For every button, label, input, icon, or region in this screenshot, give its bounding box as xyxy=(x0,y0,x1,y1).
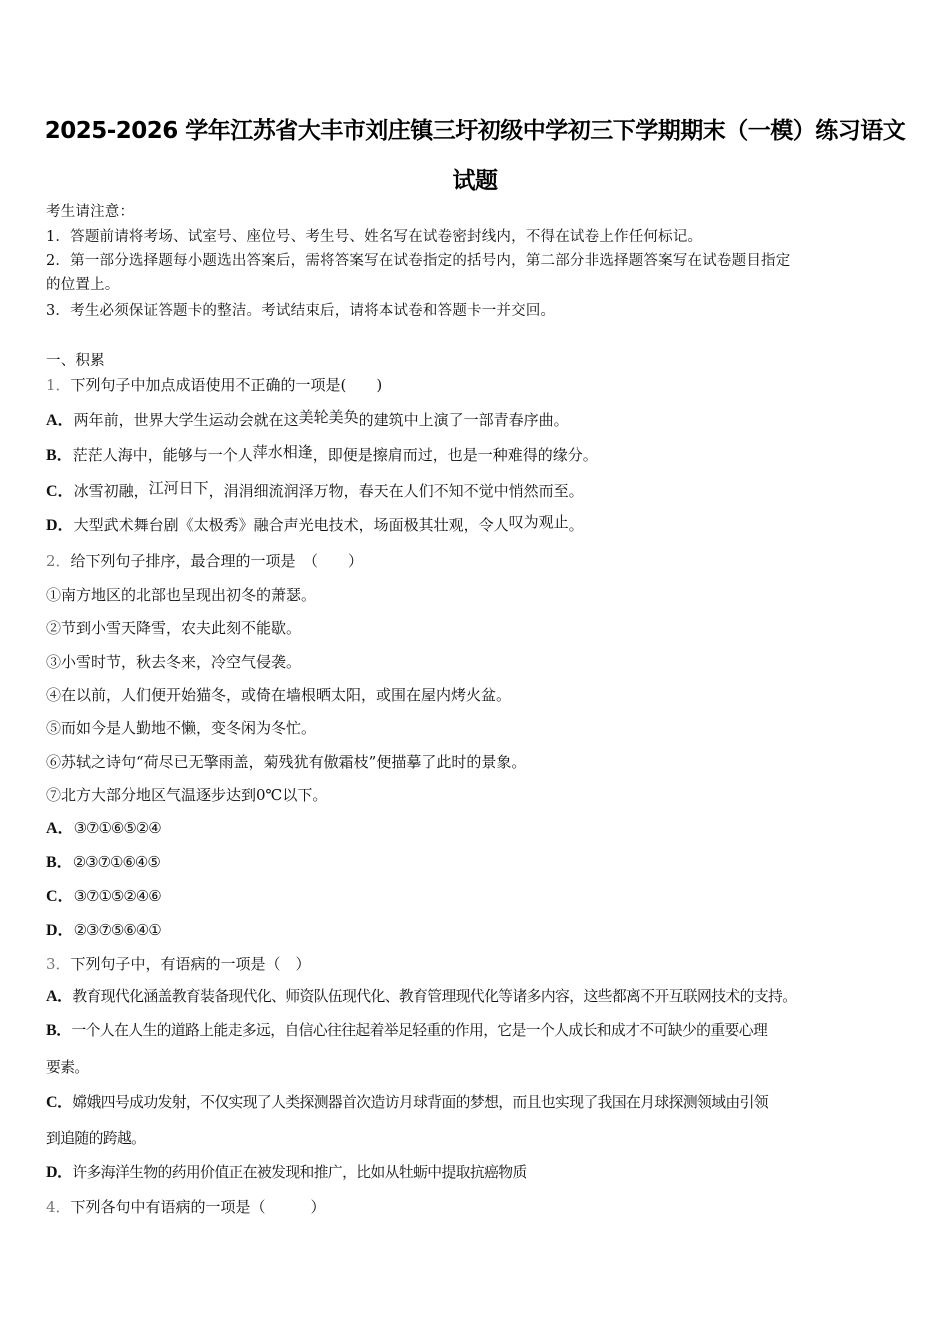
notice-item-1: 1．答题前请将考场、试室号、座位号、考生号、姓名写在试卷密封线内，不得在试卷上作任何标记。 xyxy=(46,229,703,245)
notice-item-3: 3．考生必须保证答题卡的整洁。考试结束后，请将本试卷和答题卡一并交回。 xyxy=(46,303,556,319)
option-text: ，即便是擦肩而过，也是一种难得的缘分。 xyxy=(312,446,598,464)
option-text: ②③⑦⑤⑥④① xyxy=(73,921,161,939)
question-number: 1． xyxy=(46,376,71,394)
question-number: 4． xyxy=(46,1198,71,1216)
question-2-option-d xyxy=(46,920,161,941)
sentence-3: ③小雪时节，秋去冬来，冷空气侵袭。 xyxy=(46,653,302,671)
sentence-6: ⑥苏轼之诗句“荷尽已无擎雨盖，菊残犹有傲霜枝”便描摹了此时的景象。 xyxy=(46,753,527,771)
emphasized-idiom: 美轮美奂 xyxy=(298,408,359,426)
option-text: 教育现代化涵盖教育装备现代化、师资队伍现代化、教育管理现代化等诸多内容，这些都离不开互联网技术的支持。 xyxy=(72,988,797,1005)
option-text: ，涓涓细流润泽万物，春天在人们不知不觉中悄然而至。 xyxy=(208,482,584,500)
question-3-option-b-continued: 要素。 xyxy=(46,1059,89,1076)
notice-item-2-continued: 的位置上。 xyxy=(46,277,120,293)
option-text: 冰雪初融， xyxy=(73,482,149,500)
option-text: 大型武术舞台剧《太极秀》融合声光电技术，场面极其壮观，令人 xyxy=(73,516,509,534)
notice-item-2: 2．第一部分选择题每小题选出答案后，需将答案写在试卷指定的括号内，第二部分非选择题答案写在试卷题目指定 xyxy=(46,253,791,269)
question-text: 下列句子中，有语病的一项是（ ） xyxy=(70,955,311,973)
emphasized-idiom: 萍水相逢 xyxy=(252,443,313,461)
option-text: ③⑦①⑥⑤②④ xyxy=(73,819,161,837)
section-heading: 一、积累 xyxy=(46,353,105,369)
sentence-4: ④在以前，人们便开始猫冬，或倚在墙根晒太阳，或围在屋内烤火盆。 xyxy=(46,686,512,704)
question-4-stem xyxy=(46,1197,326,1217)
question-2-option-c xyxy=(46,886,161,907)
option-letter: D． xyxy=(46,1164,73,1181)
question-text: 下列各句中有语病的一项是（ ） xyxy=(70,1198,326,1216)
question-1-option-b xyxy=(46,445,598,466)
sentence-7: ⑦北方大部分地区气温逐步达到0℃以下。 xyxy=(46,786,328,804)
option-letter: C． xyxy=(46,483,74,500)
question-3-option-d xyxy=(46,1163,527,1183)
question-text: 给下列句子排序，最合理的一项是 （ ） xyxy=(70,552,364,570)
option-letter: A． xyxy=(46,820,74,837)
option-text: ③⑦①⑤②④⑥ xyxy=(73,887,161,905)
sentence-1: ①南方地区的北部也呈现出初冬的萧瑟。 xyxy=(46,586,317,604)
question-text: 下列句子中加点成语使用不正确的一项是( ) xyxy=(70,376,383,394)
option-text: 两年前，世界大学生运动会就在这 xyxy=(73,411,299,429)
question-2-stem xyxy=(46,551,363,571)
option-text: 许多海洋生物的药用价值正在被发现和推广，比如从牡蛎中提取抗癌物质 xyxy=(72,1164,527,1181)
option-letter: A． xyxy=(46,412,74,429)
emphasized-idiom: 叹为观止 xyxy=(508,513,569,531)
option-letter: B． xyxy=(46,1022,72,1039)
question-1-option-c xyxy=(46,481,584,502)
question-1-stem xyxy=(46,375,382,395)
question-1-option-a xyxy=(46,410,569,431)
option-letter: B． xyxy=(46,447,73,464)
notice-heading: 考生请注意： xyxy=(46,204,135,220)
option-letter: C． xyxy=(46,888,74,905)
document-title: 2025-2026 学年江苏省大丰市刘庄镇三圩初级中学初三下学期期末（一模）练习语文 xyxy=(44,118,906,144)
question-3-option-a xyxy=(46,987,796,1007)
option-text: 的建筑中上演了一部青春序曲。 xyxy=(358,411,569,429)
question-number: 2． xyxy=(46,552,71,570)
document-title-continued: 试题 xyxy=(452,168,498,194)
option-text: ②③⑦①⑥④⑤ xyxy=(72,853,160,871)
option-text: 茫茫人海中，能够与一个人 xyxy=(72,446,253,464)
question-3-option-c-continued: 到追随的跨越。 xyxy=(46,1130,146,1147)
question-number: 3． xyxy=(46,955,71,973)
sentence-2: ②节到小雪天降雪，农夫此刻不能歇。 xyxy=(46,619,302,637)
option-letter: A． xyxy=(46,988,73,1005)
question-3-stem xyxy=(46,954,311,974)
option-letter: D． xyxy=(46,922,74,939)
question-3-option-b xyxy=(46,1021,767,1041)
question-3-option-c xyxy=(46,1093,768,1113)
question-2-option-b xyxy=(46,852,160,873)
option-letter: D． xyxy=(46,517,74,534)
option-letter: C． xyxy=(46,1094,73,1111)
question-1-option-d xyxy=(46,515,584,536)
emphasized-idiom: 江河日下 xyxy=(148,479,209,497)
option-text: 。 xyxy=(568,516,584,534)
option-letter: B． xyxy=(46,854,73,871)
option-text: 嫦娥四号成功发射，不仅实现了人类探测器首次造访月球背面的梦想，而且也实现了我国在月球探测领域由引领 xyxy=(72,1094,769,1111)
option-text: 一个人在人生的道路上能走多远，自信心往往起着举足轻重的作用，它是一个人成长和成才不可缺少的重要心理 xyxy=(71,1022,768,1039)
question-2-option-a xyxy=(46,818,161,839)
sentence-5: ⑤而如今是人勤地不懒，变冬闲为冬忙。 xyxy=(46,719,317,737)
